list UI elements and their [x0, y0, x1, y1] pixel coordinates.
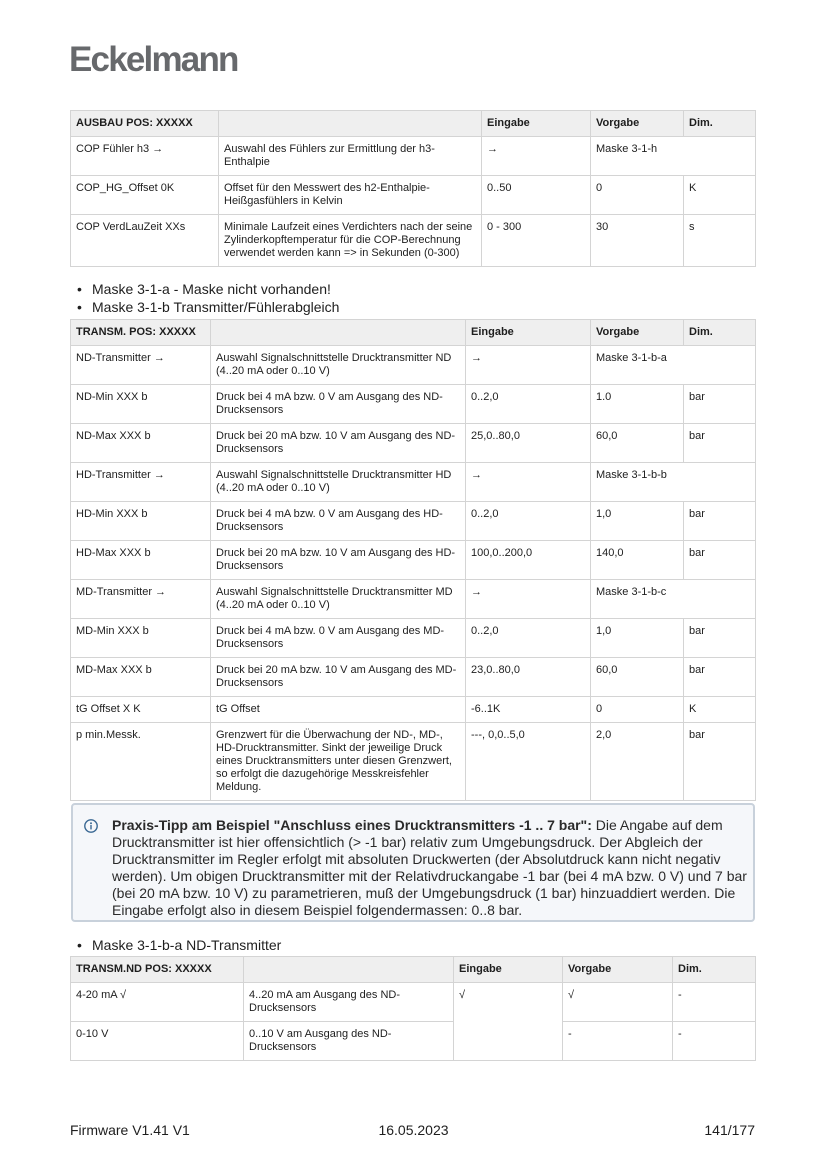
tip-content	[112, 817, 748, 919]
table-row	[71, 137, 756, 176]
cell-parameter: ND-Min XXX b	[71, 385, 211, 424]
cell-description: Druck bei 4 mA bzw. 0 V am Ausgang des HD-Drucksensors	[211, 502, 466, 541]
table-row	[71, 697, 756, 723]
table-header	[71, 320, 756, 346]
column-header-input: Eingabe	[466, 320, 591, 346]
cell-default: Maske 3-1-b-c	[591, 580, 756, 619]
parameter-table-transmitter-nd	[70, 956, 756, 1061]
cell-description: Grenzwert für die Überwachung der ND-, MD-, HD-Drucktransmitter. Sinkt der jeweilige Druck eines Drucktransmitters unter diesen Grenzwert, so erfolgt die dazugehörige Messkreisfehler Meldung.	[211, 723, 466, 801]
table-row	[71, 215, 756, 267]
cell-description: Offset für den Messwert des h2-Enthalpie-Heißgasfühlers in Kelvin	[219, 176, 482, 215]
cell-default: √	[563, 983, 673, 1022]
column-header-dim: Dim.	[684, 320, 756, 346]
table-row	[71, 658, 756, 697]
table-row	[71, 580, 756, 619]
cell-default: -	[563, 1022, 673, 1061]
cell-parameter: COP_HG_Offset 0K	[71, 176, 219, 215]
cell-description: 0..10 V am Ausgang des ND-Drucksensors	[244, 1022, 454, 1061]
cell-input: →	[466, 463, 591, 502]
cell-parameter: HD-Min XXX b	[71, 502, 211, 541]
cell-input: 0..2,0	[466, 385, 591, 424]
bullet-list	[70, 936, 755, 954]
footer-firmware-version: Firmware V1.41 V1	[70, 1122, 190, 1138]
column-header-default: Vorgabe	[591, 111, 684, 137]
cell-default: Maske 3-1-b-a	[591, 346, 756, 385]
table-body	[71, 137, 756, 267]
cell-dim: bar	[684, 723, 756, 801]
cell-description: Auswahl Signalschnittstelle Drucktransmitter ND (4..20 mA oder 0..10 V)	[211, 346, 466, 385]
cell-input: 23,0..80,0	[466, 658, 591, 697]
cell-default: 1.0	[591, 385, 684, 424]
tip-title: Praxis-Tipp am Beispiel "Anschluss eines Drucktransmitters -1 .. 7 bar":	[112, 817, 592, 833]
table-row	[71, 723, 756, 801]
cell-input: √	[454, 983, 563, 1061]
bullet-item: • Maske 3-1-b Transmitter/Fühlerabgleich	[70, 298, 755, 316]
cell-description: Druck bei 20 mA bzw. 10 V am Ausgang des ND-Drucksensors	[211, 424, 466, 463]
footer-page-number: 141/177	[704, 1122, 755, 1138]
cell-parameter: tG Offset X K	[71, 697, 211, 723]
tip-box	[71, 803, 755, 922]
cell-parameter: ND-Max XXX b	[71, 424, 211, 463]
cell-input: 0..50	[482, 176, 591, 215]
cell-input: →	[466, 580, 591, 619]
cell-parameter: 4-20 mA √	[71, 983, 244, 1022]
footer-date: 16.05.2023	[378, 1122, 449, 1138]
cell-description: Auswahl Signalschnittstelle Drucktransmitter HD (4..20 mA oder 0..10 V)	[211, 463, 466, 502]
company-logo: Eckelmann	[69, 40, 238, 79]
cell-input: 0..2,0	[466, 502, 591, 541]
cell-parameter: COP Fühler h3 →	[71, 137, 219, 176]
cell-description: Auswahl Signalschnittstelle Drucktransmitter MD (4..20 mA oder 0..10 V)	[211, 580, 466, 619]
cell-default: 1,0	[591, 619, 684, 658]
cell-default: 30	[591, 215, 684, 267]
cell-dim: K	[684, 697, 756, 723]
table-row	[71, 424, 756, 463]
column-header-blank	[211, 320, 466, 346]
cell-input: 100,0..200,0	[466, 541, 591, 580]
cell-default: 2,0	[591, 723, 684, 801]
cell-description: Auswahl des Fühlers zur Ermittlung der h3-Enthalpie	[219, 137, 482, 176]
cell-dim: bar	[684, 541, 756, 580]
table-body	[71, 346, 756, 801]
cell-dim: bar	[684, 424, 756, 463]
table-row	[71, 619, 756, 658]
cell-description: Druck bei 20 mA bzw. 10 V am Ausgang des HD-Drucksensors	[211, 541, 466, 580]
cell-dim: s	[684, 215, 756, 267]
cell-parameter: ND-Transmitter →	[71, 346, 211, 385]
cell-input: -6..1K	[466, 697, 591, 723]
tip-text: Die Angabe auf dem Drucktransmitter ist hier offensichtlich (> -1 bar) relativ zum Umgebungsdruck. Der Abgleich der Drucktransmitter im Regler erfolgt mit absoluten Druckwerten (der Absolutdruck kann nicht negativ werden). Um obigen Drucktransmitter mit der Relativdruckangabe -1 bar (bei 4 mA bzw. 0 V) und 7 bar (bei 20 mA bzw. 10 V) zu parametrieren, muß der Umgebungsdruck (1 bar) hinzuaddiert werden. Die Eingabe erfolgt also in diesem Beispiel folgendermassen: 0..8 bar.	[112, 817, 747, 918]
cell-default: 1,0	[591, 502, 684, 541]
cell-default: 0	[591, 697, 684, 723]
cell-default: 60,0	[591, 424, 684, 463]
table-row	[71, 1022, 756, 1061]
table-header-row	[71, 111, 756, 137]
cell-parameter: COP VerdLauZeit XXs	[71, 215, 219, 267]
cell-input: 0 - 300	[482, 215, 591, 267]
bullet-item: • Maske 3-1-b-a ND-Transmitter	[70, 936, 755, 954]
column-header-blank	[244, 957, 454, 983]
column-header-input: Eingabe	[454, 957, 563, 983]
column-header-position: AUSBAU POS: XXXXX	[71, 111, 219, 137]
cell-default: Maske 3-1-b-b	[591, 463, 756, 502]
column-header-position: TRANSM. POS: XXXXX	[71, 320, 211, 346]
cell-default: 0	[591, 176, 684, 215]
cell-parameter: MD-Max XXX b	[71, 658, 211, 697]
table-row	[71, 983, 756, 1022]
table-header-row	[71, 320, 756, 346]
cell-dim: bar	[684, 658, 756, 697]
column-header-dim: Dim.	[684, 111, 756, 137]
bullet-item: • Maske 3-1-a - Maske nicht vorhanden!	[70, 280, 755, 298]
table-row	[71, 502, 756, 541]
cell-parameter: MD-Transmitter →	[71, 580, 211, 619]
cell-dim: K	[684, 176, 756, 215]
cell-parameter: MD-Min XXX b	[71, 619, 211, 658]
cell-dim: -	[673, 1022, 756, 1061]
cell-description: Druck bei 20 mA bzw. 10 V am Ausgang des MD-Drucksensors	[211, 658, 466, 697]
cell-parameter: HD-Transmitter →	[71, 463, 211, 502]
column-header-default: Vorgabe	[563, 957, 673, 983]
cell-description: Druck bei 4 mA bzw. 0 V am Ausgang des ND-Drucksensors	[211, 385, 466, 424]
table-header	[71, 111, 756, 137]
cell-description: 4..20 mA am Ausgang des ND-Drucksensors	[244, 983, 454, 1022]
cell-dim: bar	[684, 502, 756, 541]
table-row	[71, 541, 756, 580]
cell-description: tG Offset	[211, 697, 466, 723]
cell-input: 0..2,0	[466, 619, 591, 658]
bullet-list	[70, 280, 755, 316]
column-header-dim: Dim.	[673, 957, 756, 983]
table-header-row	[71, 957, 756, 983]
table-row	[71, 463, 756, 502]
cell-dim: bar	[684, 385, 756, 424]
cell-input: ---, 0,0..5,0	[466, 723, 591, 801]
cell-dim: -	[673, 983, 756, 1022]
cell-default: 140,0	[591, 541, 684, 580]
table-row	[71, 176, 756, 215]
cell-description: Minimale Laufzeit eines Verdichters nach der seine Zylinderkopftemperatur für die COP-Berechnung verwendet werden kann => in Sekunden (0-300)	[219, 215, 482, 267]
cell-parameter: p min.Messk.	[71, 723, 211, 801]
table-body	[71, 983, 756, 1061]
column-header-input: Eingabe	[482, 111, 591, 137]
column-header-blank	[219, 111, 482, 137]
cell-input: →	[482, 137, 591, 176]
cell-default: Maske 3-1-h	[591, 137, 756, 176]
column-header-default: Vorgabe	[591, 320, 684, 346]
cell-parameter: 0-10 V	[71, 1022, 244, 1061]
info-icon	[84, 819, 98, 833]
column-header-position: TRANSM.ND POS: XXXXX	[71, 957, 244, 983]
parameter-table-transmitter	[70, 319, 756, 801]
cell-description: Druck bei 4 mA bzw. 0 V am Ausgang des MD-Drucksensors	[211, 619, 466, 658]
table-row	[71, 346, 756, 385]
cell-input: 25,0..80,0	[466, 424, 591, 463]
cell-input: →	[466, 346, 591, 385]
cell-default: 60,0	[591, 658, 684, 697]
table-header	[71, 957, 756, 983]
table-row	[71, 385, 756, 424]
cell-dim: bar	[684, 619, 756, 658]
parameter-table-ausbau	[70, 110, 756, 267]
cell-parameter: HD-Max XXX b	[71, 541, 211, 580]
